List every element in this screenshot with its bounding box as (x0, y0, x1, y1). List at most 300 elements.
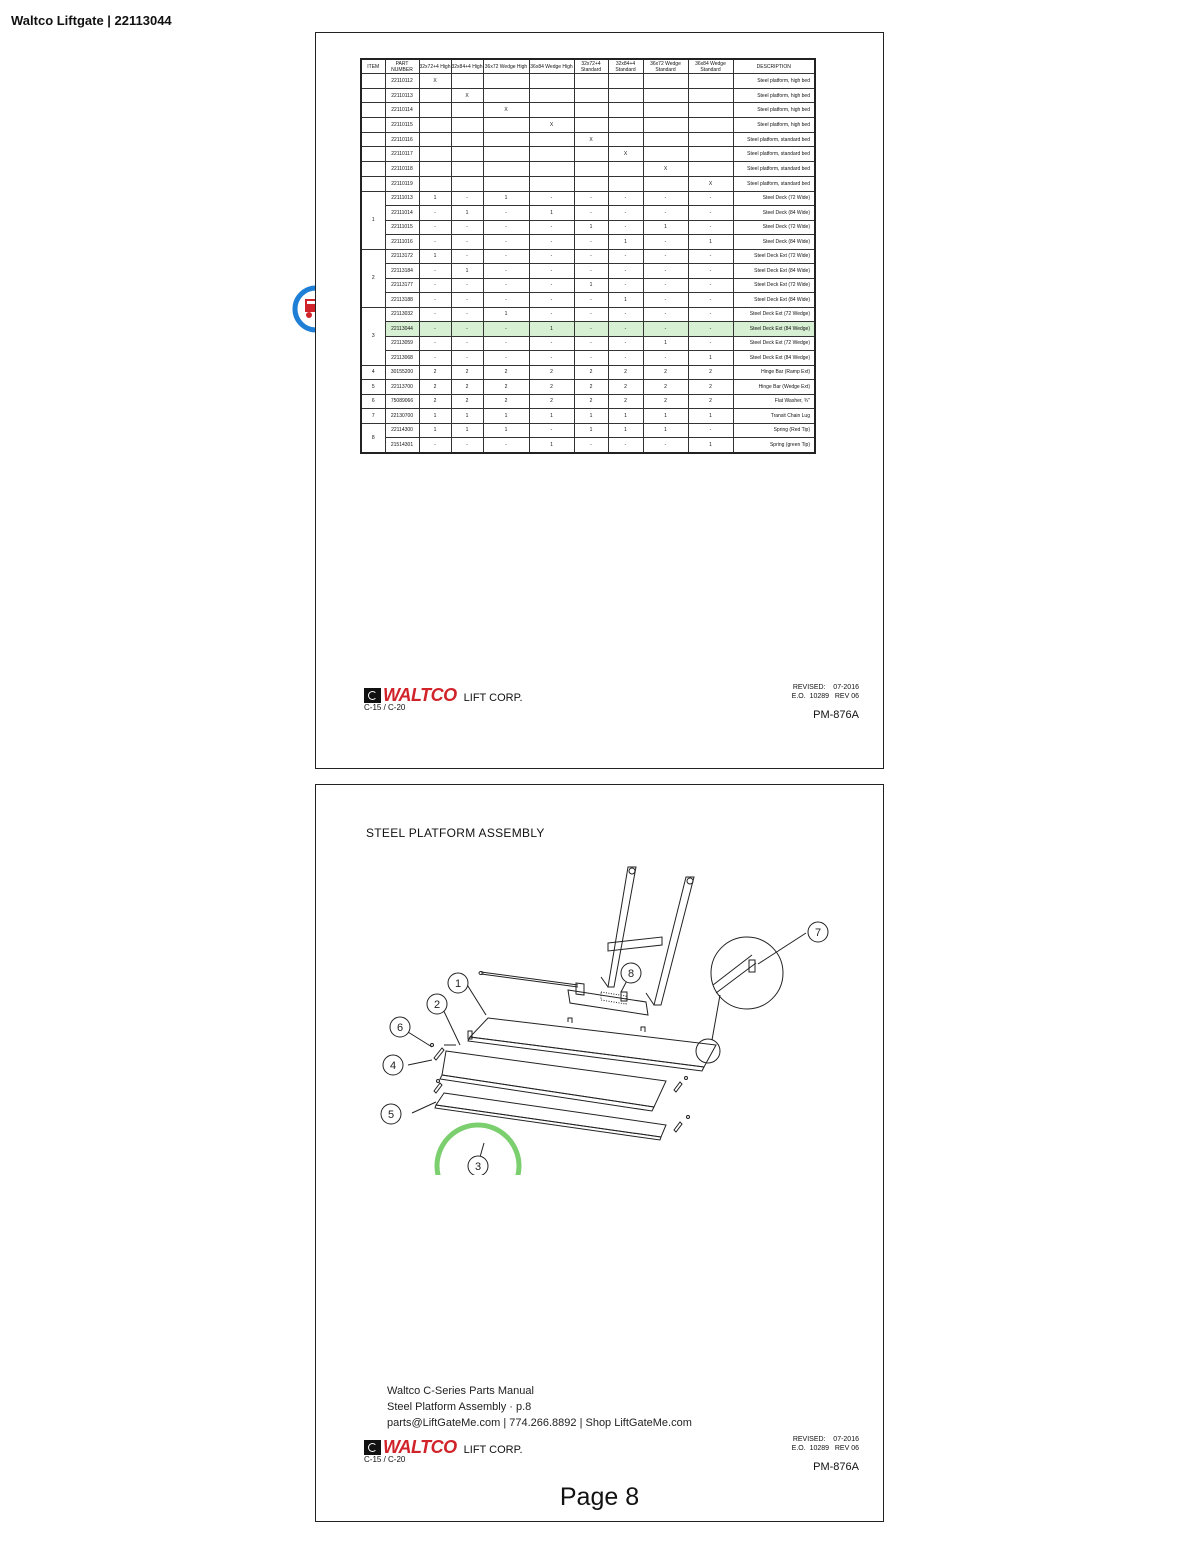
part-number-cell[interactable]: 30155200 (385, 365, 419, 380)
description-cell: Hinge Bar (Ramp Ext) (733, 365, 815, 380)
quantity-cell (608, 103, 643, 118)
quantity-cell (419, 176, 451, 191)
table-row[interactable] (361, 336, 815, 351)
table-row[interactable] (361, 264, 815, 279)
quantity-cell (483, 162, 529, 177)
quantity-cell: - (688, 249, 733, 264)
table-row[interactable] (361, 103, 815, 118)
quantity-cell (688, 103, 733, 118)
quantity-cell: 2 (688, 365, 733, 380)
description-cell: Steel Deck Ext (84 Wedge) (733, 322, 815, 337)
model-label: C-15 / C-20 (364, 703, 406, 712)
quantity-cell: - (419, 438, 451, 453)
quantity-cell: - (574, 293, 608, 308)
quantity-cell (574, 74, 608, 89)
table-row[interactable] (361, 235, 815, 250)
parts-list-sheet (315, 32, 884, 769)
quantity-cell: - (419, 206, 451, 221)
quantity-cell: - (574, 351, 608, 366)
logo-corp: LIFT CORP. (463, 1443, 523, 1456)
item-cell: 7 (361, 409, 385, 424)
model-label: C-15 / C-20 (364, 1455, 406, 1464)
quantity-cell: 1 (483, 409, 529, 424)
part-number-cell[interactable]: 22110117 (385, 147, 419, 162)
assembly-diagram-sheet (315, 784, 884, 1522)
description-cell: Steel Deck Ext (84 Wedge) (733, 351, 815, 366)
quantity-cell: - (643, 307, 688, 322)
description-cell: Steel platform, high bed (733, 118, 815, 133)
column-header: 32x84+4 High (451, 59, 483, 74)
table-row[interactable] (361, 322, 815, 337)
spring-assembly (568, 983, 648, 1015)
quantity-cell: - (608, 191, 643, 206)
quantity-cell: - (419, 293, 451, 308)
manual-footnote (387, 1383, 692, 1431)
quantity-cell: 2 (529, 380, 574, 395)
quantity-cell: 1 (419, 191, 451, 206)
quantity-cell (529, 132, 574, 147)
quantity-cell: - (529, 235, 574, 250)
quantity-cell: - (451, 322, 483, 337)
quantity-cell: 1 (643, 220, 688, 235)
quantity-cell: 1 (529, 438, 574, 453)
description-cell: Steel Deck Ext (72 Wedge) (733, 307, 815, 322)
pm-number: PM-876A (813, 709, 859, 721)
quantity-cell: 1 (451, 206, 483, 221)
quantity-cell: X (483, 103, 529, 118)
quantity-cell: - (483, 249, 529, 264)
part-number-cell[interactable]: 22113044 (385, 322, 419, 337)
quantity-cell: - (483, 220, 529, 235)
item-cell: 3 (361, 307, 385, 365)
description-cell: Steel Deck Ext (72 Wide) (733, 278, 815, 293)
quantity-cell (688, 118, 733, 133)
column-header: 32x72+4 High (419, 59, 451, 74)
description-cell: Steel platform, high bed (733, 103, 815, 118)
column-header: PART NUMBER (385, 59, 419, 74)
part-number-cell[interactable]: 22130700 (385, 409, 419, 424)
quantity-cell: - (643, 293, 688, 308)
quantity-cell: 1 (574, 220, 608, 235)
revision-info: REVISED: 07-2016 E.O. 10289 REV 06 (791, 684, 859, 700)
sheet-footer (364, 1437, 859, 1477)
svg-text:6: 6 (396, 1022, 404, 1034)
item-cell: 5 (361, 380, 385, 395)
quantity-cell: 2 (643, 394, 688, 409)
item-cell: 2 (361, 249, 385, 307)
quantity-cell (419, 118, 451, 133)
table-row[interactable] (361, 293, 815, 308)
quantity-cell: - (529, 191, 574, 206)
page-title: Waltco Liftgate | 22113044 (11, 13, 172, 28)
quantity-cell (643, 118, 688, 133)
quantity-cell: X (688, 176, 733, 191)
quantity-cell: 2 (419, 394, 451, 409)
part-number-cell[interactable]: 22110118 (385, 162, 419, 177)
pm-number: PM-876A (813, 1461, 859, 1473)
quantity-cell (419, 103, 451, 118)
quantity-cell: - (688, 322, 733, 337)
description-cell: Steel Deck Ext (84 Wide) (733, 264, 815, 279)
quantity-cell: - (529, 249, 574, 264)
quantity-cell: - (451, 235, 483, 250)
callout-8 (621, 963, 641, 983)
quantity-cell: - (608, 278, 643, 293)
item-cell: 6 (361, 394, 385, 409)
description-cell: Spring (green Tip) (733, 438, 815, 453)
quantity-cell (608, 118, 643, 133)
quantity-cell (451, 103, 483, 118)
quantity-cell: - (643, 278, 688, 293)
steel-deck (468, 1018, 716, 1071)
callout-3 (468, 1156, 488, 1175)
table-row[interactable] (361, 191, 815, 206)
part-number-cell[interactable]: 22113032 (385, 307, 419, 322)
quantity-cell: - (574, 264, 608, 279)
quantity-cell: - (688, 264, 733, 279)
part-number-cell[interactable]: 75089066 (385, 394, 419, 409)
quantity-cell: 1 (529, 206, 574, 221)
column-header: DESCRIPTION (733, 59, 815, 74)
quantity-cell: 1 (643, 409, 688, 424)
quantity-cell: - (688, 278, 733, 293)
quantity-cell: 1 (483, 191, 529, 206)
quantity-cell: 2 (419, 365, 451, 380)
quantity-cell: 2 (419, 380, 451, 395)
svg-text:5: 5 (387, 1109, 395, 1121)
table-row[interactable] (361, 351, 815, 366)
quantity-cell (608, 88, 643, 103)
quantity-cell: - (574, 249, 608, 264)
quantity-cell (574, 88, 608, 103)
quantity-cell: 2 (643, 380, 688, 395)
quantity-cell (574, 103, 608, 118)
quantity-cell: - (608, 438, 643, 453)
table-row[interactable] (361, 278, 815, 293)
table-row[interactable] (361, 394, 815, 409)
quantity-cell: 2 (608, 394, 643, 409)
table-row[interactable] (361, 132, 815, 147)
quantity-cell (688, 88, 733, 103)
quantity-cell (529, 74, 574, 89)
quantity-cell: - (451, 293, 483, 308)
quantity-cell: X (451, 88, 483, 103)
description-cell: Steel platform, standard bed (733, 132, 815, 147)
quantity-cell (529, 103, 574, 118)
description-cell: Steel Deck Ext (84 Wide) (733, 293, 815, 308)
svg-text:2: 2 (433, 999, 441, 1011)
quantity-cell: 1 (529, 322, 574, 337)
quantity-cell: 2 (688, 394, 733, 409)
quantity-cell: - (483, 206, 529, 221)
quantity-cell: - (419, 278, 451, 293)
column-header: 36x72 Wedge Standard (643, 59, 688, 74)
table-row[interactable] (361, 176, 815, 191)
footnote-contact[interactable]: parts@LiftGateMe.com | 774.266.8892 | Shop LiftGateMe.com (387, 1417, 692, 1429)
part-number-cell[interactable]: 22111014 (385, 206, 419, 221)
part-number-cell[interactable]: 21514301 (385, 438, 419, 453)
item-cell (361, 162, 385, 177)
quantity-cell: 1 (419, 249, 451, 264)
part-number-cell[interactable]: 22110115 (385, 118, 419, 133)
quantity-cell: 2 (529, 394, 574, 409)
table-row[interactable] (361, 147, 815, 162)
description-cell: Steel platform, high bed (733, 74, 815, 89)
part-number-cell[interactable]: 22113059 (385, 336, 419, 351)
quantity-cell: 1 (451, 423, 483, 438)
item-cell: 1 (361, 191, 385, 249)
part-number-cell[interactable]: 22110119 (385, 176, 419, 191)
quantity-cell: - (688, 423, 733, 438)
quantity-cell: - (608, 264, 643, 279)
description-cell: Spring (Red Tip) (733, 423, 815, 438)
logo-brand: WALTCO (383, 685, 457, 705)
description-cell: Steel Deck (84 Wide) (733, 206, 815, 221)
quantity-cell (483, 74, 529, 89)
quantity-cell: - (483, 293, 529, 308)
quantity-cell (529, 88, 574, 103)
description-cell: Steel platform, standard bed (733, 176, 815, 191)
quantity-cell: 2 (483, 380, 529, 395)
quantity-cell: - (643, 264, 688, 279)
quantity-cell (574, 162, 608, 177)
quantity-cell: 2 (451, 380, 483, 395)
description-cell: Flat Washer, ¾" (733, 394, 815, 409)
part-number-cell[interactable]: 22113188 (385, 293, 419, 308)
table-row[interactable] (361, 118, 815, 133)
quantity-cell: 2 (574, 380, 608, 395)
quantity-cell (451, 132, 483, 147)
quantity-cell (643, 176, 688, 191)
quantity-cell: - (608, 220, 643, 235)
hinge-bars (431, 1044, 690, 1133)
quantity-cell: - (574, 322, 608, 337)
quantity-cell: - (688, 293, 733, 308)
quantity-cell: - (419, 264, 451, 279)
quantity-cell: - (688, 307, 733, 322)
quantity-cell: 1 (451, 264, 483, 279)
quantity-cell (608, 132, 643, 147)
description-cell: Transit Chain Lug (733, 409, 815, 424)
quantity-cell (643, 147, 688, 162)
quantity-cell: 2 (451, 394, 483, 409)
quantity-cell: - (688, 220, 733, 235)
quantity-cell: 1 (574, 409, 608, 424)
quantity-cell (483, 176, 529, 191)
part-number-cell[interactable]: 22113700 (385, 380, 419, 395)
quantity-cell (451, 176, 483, 191)
quantity-cell: - (529, 293, 574, 308)
quantity-cell: 1 (574, 278, 608, 293)
table-row[interactable] (361, 380, 815, 395)
quantity-cell (451, 147, 483, 162)
quantity-cell: 2 (451, 365, 483, 380)
callout-4 (383, 1055, 403, 1075)
quantity-cell (574, 118, 608, 133)
quantity-cell: - (451, 307, 483, 322)
quantity-cell: 1 (688, 235, 733, 250)
quantity-cell: - (451, 278, 483, 293)
quantity-cell: - (574, 438, 608, 453)
quantity-cell (688, 147, 733, 162)
quantity-cell (643, 132, 688, 147)
quantity-cell: - (451, 336, 483, 351)
table-row[interactable] (361, 74, 815, 89)
quantity-cell: - (451, 351, 483, 366)
quantity-cell (608, 176, 643, 191)
revision-info: REVISED: 07-2016 E.O. 10289 REV 06 (791, 1436, 859, 1452)
quantity-cell: - (574, 206, 608, 221)
table-row[interactable] (361, 438, 815, 453)
part-number-cell[interactable]: 22111016 (385, 235, 419, 250)
quantity-cell: 1 (608, 293, 643, 308)
description-cell: Steel platform, standard bed (733, 147, 815, 162)
quantity-cell: - (529, 307, 574, 322)
quantity-cell: - (483, 278, 529, 293)
column-header: 32x72+4 Standard (574, 59, 608, 74)
description-cell: Steel Deck Ext (72 Wedge) (733, 336, 815, 351)
table-row[interactable] (361, 365, 815, 380)
quantity-cell: - (608, 249, 643, 264)
quantity-cell (529, 162, 574, 177)
sheet-footer (364, 685, 859, 725)
description-cell: Steel Deck (72 Wide) (733, 220, 815, 235)
quantity-cell: 1 (688, 409, 733, 424)
callout-7 (808, 922, 828, 942)
quantity-cell: 2 (688, 380, 733, 395)
part-number-cell[interactable]: 22110114 (385, 103, 419, 118)
quantity-cell: - (688, 336, 733, 351)
table-row[interactable] (361, 307, 815, 322)
quantity-cell: 1 (451, 409, 483, 424)
item-cell (361, 132, 385, 147)
part-number-cell[interactable]: 22114300 (385, 423, 419, 438)
table-row[interactable] (361, 88, 815, 103)
part-number-cell[interactable]: 22113068 (385, 351, 419, 366)
part-number-cell[interactable]: 22113184 (385, 264, 419, 279)
column-header: ITEM (361, 59, 385, 74)
quantity-cell: - (643, 249, 688, 264)
quantity-cell: 1 (483, 307, 529, 322)
quantity-cell (608, 74, 643, 89)
quantity-cell: - (574, 307, 608, 322)
quantity-cell (608, 162, 643, 177)
table-row[interactable] (361, 249, 815, 264)
quantity-cell: X (419, 74, 451, 89)
quantity-cell: 2 (483, 394, 529, 409)
logo-brand: WALTCO (383, 1437, 457, 1457)
item-cell (361, 88, 385, 103)
quantity-cell: - (529, 423, 574, 438)
item-cell (361, 74, 385, 89)
part-number-cell[interactable]: 22111013 (385, 191, 419, 206)
part-number-cell[interactable]: 22113177 (385, 278, 419, 293)
part-number-cell[interactable]: 22113172 (385, 249, 419, 264)
callout-1 (448, 973, 468, 993)
quantity-cell: - (643, 322, 688, 337)
quantity-cell (643, 88, 688, 103)
svg-text:7: 7 (814, 927, 822, 939)
quantity-cell: - (643, 351, 688, 366)
lift-frame (601, 867, 694, 1005)
table-row[interactable] (361, 220, 815, 235)
quantity-cell: 1 (529, 409, 574, 424)
quantity-cell: - (451, 438, 483, 453)
quantity-cell: 2 (574, 394, 608, 409)
table-row[interactable] (361, 409, 815, 424)
quantity-cell (529, 176, 574, 191)
item-cell: 4 (361, 365, 385, 380)
quantity-cell: - (419, 336, 451, 351)
quantity-cell (688, 132, 733, 147)
quantity-cell: 1 (608, 235, 643, 250)
quantity-cell (643, 103, 688, 118)
waltco-logo-mark-icon (364, 1440, 381, 1455)
hinge-shaft (479, 972, 578, 988)
callout-2 (427, 994, 447, 1014)
quantity-cell: 1 (483, 423, 529, 438)
quantity-cell: - (483, 336, 529, 351)
quantity-cell: - (529, 264, 574, 279)
callout-5 (381, 1104, 401, 1124)
part-number-cell[interactable]: 22110113 (385, 88, 419, 103)
assembly-title: STEEL PLATFORM ASSEMBLY (366, 826, 545, 840)
table-row[interactable] (361, 423, 815, 438)
quantity-cell: - (483, 264, 529, 279)
column-header: 32x84+4 Standard (608, 59, 643, 74)
quantity-cell: 1 (574, 423, 608, 438)
quantity-cell (529, 147, 574, 162)
quantity-cell (483, 147, 529, 162)
table-row[interactable] (361, 162, 815, 177)
part-number-cell[interactable]: 22110116 (385, 132, 419, 147)
page-number: Page 8 (559, 1483, 640, 1511)
description-cell: Steel Deck (72 Wide) (733, 191, 815, 206)
footnote-title: Waltco C-Series Parts Manual (387, 1385, 534, 1397)
quantity-cell: - (608, 336, 643, 351)
quantity-cell: - (483, 351, 529, 366)
quantity-cell (574, 147, 608, 162)
quantity-cell (419, 132, 451, 147)
quantity-cell: 1 (419, 423, 451, 438)
column-header: 36x84 Wedge High (529, 59, 574, 74)
item-cell: 8 (361, 423, 385, 453)
part-number-cell[interactable]: 22110112 (385, 74, 419, 89)
quantity-cell (688, 74, 733, 89)
description-cell: Steel platform, standard bed (733, 162, 815, 177)
waltco-logo-mark-icon (364, 688, 381, 703)
logo-corp: LIFT CORP. (463, 691, 523, 704)
quantity-cell: X (608, 147, 643, 162)
quantity-cell: - (608, 351, 643, 366)
table-row[interactable] (361, 206, 815, 221)
svg-text:4: 4 (389, 1060, 397, 1072)
quantity-cell (483, 88, 529, 103)
quantity-cell: - (608, 206, 643, 221)
quantity-cell: 1 (608, 423, 643, 438)
quantity-cell: 2 (529, 365, 574, 380)
steel-deck-ext (440, 1045, 666, 1111)
quantity-cell: 1 (688, 438, 733, 453)
quantity-cell: 2 (608, 380, 643, 395)
description-cell: Steel Deck Ext (72 Wide) (733, 249, 815, 264)
part-number-cell[interactable]: 22111015 (385, 220, 419, 235)
quantity-cell: - (451, 249, 483, 264)
quantity-cell: - (608, 322, 643, 337)
quantity-cell: - (574, 191, 608, 206)
column-header: 36x72 Wedge High (483, 59, 529, 74)
item-cell (361, 176, 385, 191)
